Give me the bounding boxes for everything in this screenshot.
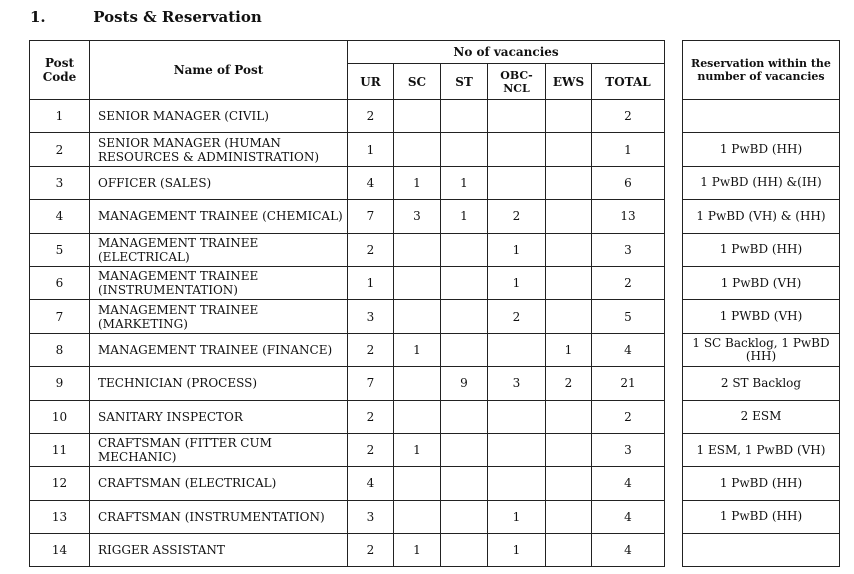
reservation-cell: 1 ESM, 1 PwBD (VH) (683, 433, 840, 466)
reservation-table (682, 40, 840, 567)
post-name-cell: SENIOR MANAGER (HUMAN RESOURCES & ADMINISTRATION) (90, 133, 348, 166)
reservation-cell: 1 PwBD (VH) & (HH) (683, 200, 840, 233)
total-cell: 4 (592, 500, 665, 533)
ur-cell: 2 (348, 534, 394, 567)
reservation-cell: 1 SC Backlog, 1 PwBD (HH) (683, 333, 840, 366)
ews-cell: 1 (546, 333, 592, 366)
table-row (30, 500, 665, 533)
no-of-vacancies-header: No of vacancies (348, 41, 665, 64)
st-cell (441, 433, 488, 466)
ur-cell: 2 (348, 100, 394, 133)
ews-cell (546, 233, 592, 266)
sc-cell (394, 367, 441, 400)
post-code-cell: 13 (30, 500, 90, 533)
vacancy-table (29, 40, 665, 567)
ur-cell: 2 (348, 333, 394, 366)
total-cell: 3 (592, 233, 665, 266)
reservation-header: Reservation within the number of vacancies (683, 41, 840, 100)
reservation-row (683, 500, 840, 533)
sc-cell (394, 233, 441, 266)
table-row (30, 367, 665, 400)
ews-cell (546, 534, 592, 567)
post-name-cell: TECHNICIAN (PROCESS) (90, 367, 348, 400)
obc-cell (488, 333, 546, 366)
table-row (30, 266, 665, 299)
table-row (30, 166, 665, 199)
ur-header: UR (348, 64, 394, 100)
ur-cell: 3 (348, 500, 394, 533)
post-name-cell: CRAFTSMAN (INSTRUMENTATION) (90, 500, 348, 533)
reservation-cell: 1 PwBD (VH) (683, 266, 840, 299)
ews-cell (546, 166, 592, 199)
ews-cell (546, 300, 592, 333)
ur-cell: 7 (348, 367, 394, 400)
reservation-row (683, 166, 840, 199)
st-cell (441, 133, 488, 166)
reservation-cell: 2 ST Backlog (683, 367, 840, 400)
obc-cell (488, 433, 546, 466)
post-code-cell: 3 (30, 166, 90, 199)
total-cell: 6 (592, 166, 665, 199)
reservation-cell: 1 PwBD (HH) (683, 233, 840, 266)
reservation-cell: 1 PwBD (HH) &(IH) (683, 166, 840, 199)
reservation-row (683, 333, 840, 366)
st-cell (441, 500, 488, 533)
table-row (30, 300, 665, 333)
ews-cell (546, 500, 592, 533)
table-row (30, 333, 665, 366)
obc-cell (488, 100, 546, 133)
obc-cell: 1 (488, 233, 546, 266)
total-cell: 2 (592, 400, 665, 433)
post-name-cell: MANAGEMENT TRAINEE (CHEMICAL) (90, 200, 348, 233)
sc-header: SC (394, 64, 441, 100)
post-name-cell: SANITARY INSPECTOR (90, 400, 348, 433)
reservation-row (683, 400, 840, 433)
total-header: TOTAL (592, 64, 665, 100)
table-row (30, 233, 665, 266)
table-row (30, 467, 665, 500)
reservation-cell (683, 100, 840, 133)
post-code-cell: 7 (30, 300, 90, 333)
sc-cell: 1 (394, 166, 441, 199)
post-name-cell: MANAGEMENT TRAINEE (MARKETING) (90, 300, 348, 333)
ews-cell (546, 266, 592, 299)
ur-cell: 3 (348, 300, 394, 333)
total-cell: 4 (592, 467, 665, 500)
obc-cell: 2 (488, 200, 546, 233)
reservation-cell: 1 PWBD (VH) (683, 300, 840, 333)
sc-cell: 1 (394, 534, 441, 567)
st-cell: 1 (441, 166, 488, 199)
post-code-cell: 14 (30, 534, 90, 567)
ews-cell (546, 400, 592, 433)
total-cell: 2 (592, 100, 665, 133)
table-row (30, 534, 665, 567)
obc-cell: 1 (488, 266, 546, 299)
ur-cell: 1 (348, 266, 394, 299)
total-cell: 5 (592, 300, 665, 333)
post-code-cell: 9 (30, 367, 90, 400)
obc-cell: 1 (488, 500, 546, 533)
reservation-cell: 1 PwBD (HH) (683, 467, 840, 500)
reservation-row (683, 266, 840, 299)
post-name-cell: CRAFTSMAN (ELECTRICAL) (90, 467, 348, 500)
ur-cell: 4 (348, 166, 394, 199)
obc-cell: 1 (488, 534, 546, 567)
post-code-cell: 2 (30, 133, 90, 166)
reservation-cell (683, 534, 840, 567)
sc-cell (394, 500, 441, 533)
total-cell: 21 (592, 367, 665, 400)
post-code-cell: 11 (30, 433, 90, 466)
sc-cell (394, 100, 441, 133)
obc-cell (488, 467, 546, 500)
total-cell: 4 (592, 534, 665, 567)
table-row (30, 200, 665, 233)
obc-cell (488, 133, 546, 166)
section-title: Posts & Reservation (93, 8, 262, 26)
post-name-cell: OFFICER (SALES) (90, 166, 348, 199)
post-code-cell: 12 (30, 467, 90, 500)
reservation-row (683, 233, 840, 266)
st-cell: 1 (441, 200, 488, 233)
total-cell: 3 (592, 433, 665, 466)
reservation-row (683, 433, 840, 466)
post-name-cell: MANAGEMENT TRAINEE (FINANCE) (90, 333, 348, 366)
post-name-cell: CRAFTSMAN (FITTER CUM MECHANIC) (90, 433, 348, 466)
obc-cell: 2 (488, 300, 546, 333)
st-cell (441, 266, 488, 299)
st-cell (441, 534, 488, 567)
st-cell (441, 300, 488, 333)
reservation-cell: 1 PwBD (HH) (683, 500, 840, 533)
ews-header: EWS (546, 64, 592, 100)
ur-cell: 2 (348, 433, 394, 466)
st-cell (441, 400, 488, 433)
post-name-cell: SENIOR MANAGER (CIVIL) (90, 100, 348, 133)
table-row (30, 100, 665, 133)
post-code-cell: 1 (30, 100, 90, 133)
post-name-cell: RIGGER ASSISTANT (90, 534, 348, 567)
ur-cell: 2 (348, 233, 394, 266)
ews-cell: 2 (546, 367, 592, 400)
obc-cell (488, 166, 546, 199)
total-cell: 13 (592, 200, 665, 233)
post-name-cell: MANAGEMENT TRAINEE (INSTRUMENTATION) (90, 266, 348, 299)
post-code-cell: 10 (30, 400, 90, 433)
reservation-row (683, 367, 840, 400)
sc-cell: 1 (394, 433, 441, 466)
table-row (30, 133, 665, 166)
sc-cell: 3 (394, 200, 441, 233)
post-code-cell: 5 (30, 233, 90, 266)
reservation-row (683, 100, 840, 133)
total-cell: 2 (592, 266, 665, 299)
ur-cell: 2 (348, 400, 394, 433)
reservation-cell: 2 ESM (683, 400, 840, 433)
st-cell (441, 100, 488, 133)
post-code-cell: 6 (30, 266, 90, 299)
reservation-row (683, 534, 840, 567)
table-row (30, 433, 665, 466)
table-row (30, 400, 665, 433)
post-code-cell: 4 (30, 200, 90, 233)
reservation-cell: 1 PwBD (HH) (683, 133, 840, 166)
post-code-cell: 8 (30, 333, 90, 366)
reservation-row (683, 133, 840, 166)
post-name-cell: MANAGEMENT TRAINEE (ELECTRICAL) (90, 233, 348, 266)
obc-cell: 3 (488, 367, 546, 400)
st-cell: 9 (441, 367, 488, 400)
section-heading (30, 8, 262, 26)
sc-cell (394, 300, 441, 333)
ur-cell: 7 (348, 200, 394, 233)
ews-cell (546, 433, 592, 466)
sc-cell (394, 467, 441, 500)
total-cell: 4 (592, 333, 665, 366)
name-of-post-header: Name of Post (90, 41, 348, 100)
sc-cell (394, 400, 441, 433)
section-number: 1. (30, 8, 46, 26)
st-cell (441, 233, 488, 266)
ews-cell (546, 467, 592, 500)
reservation-row (683, 300, 840, 333)
obc-header: OBC-NCL (488, 64, 546, 100)
ews-cell (546, 133, 592, 166)
obc-cell (488, 400, 546, 433)
ews-cell (546, 100, 592, 133)
st-header: ST (441, 64, 488, 100)
total-cell: 1 (592, 133, 665, 166)
sc-cell (394, 133, 441, 166)
sc-cell: 1 (394, 333, 441, 366)
post-code-header: Post Code (30, 41, 90, 100)
ur-cell: 4 (348, 467, 394, 500)
ews-cell (546, 200, 592, 233)
reservation-row (683, 467, 840, 500)
ur-cell: 1 (348, 133, 394, 166)
st-cell (441, 467, 488, 500)
sc-cell (394, 266, 441, 299)
reservation-row (683, 200, 840, 233)
st-cell (441, 333, 488, 366)
